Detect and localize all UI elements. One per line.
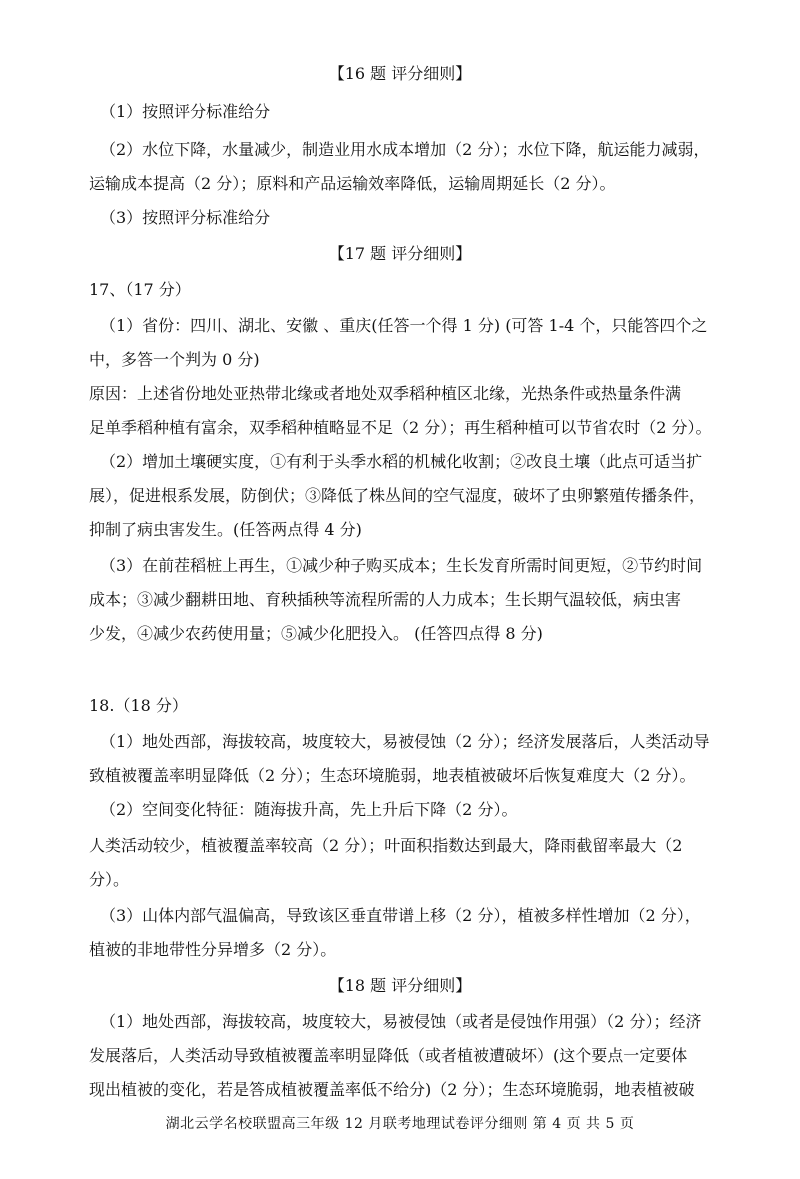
text-line: 发展落后，人类活动导致植被覆盖率明显降低（或者植被遭破坏）(这个要点一定要体	[89, 1046, 688, 1065]
text-line: 展），促进根系发展，防倒伏；③降低了株丛间的空气湿度，破坏了虫卵繁殖传播条件，	[89, 486, 706, 505]
section-heading-17: 【17 题 评分细则】	[328, 244, 472, 263]
text-line: （3）按照评分标准给分	[100, 208, 271, 227]
section-heading-16: 【16 题 评分细则】	[328, 64, 472, 83]
text-line: 现出植被的变化，若是答成植被覆盖率低不给分)（2 分）；生态环境脆弱，地表植被破	[89, 1080, 695, 1099]
text-line: 原因：上述省份地处亚热带北缘或者地处双季稻种植区北缘，光热条件或热量条件满	[89, 384, 682, 403]
text-line: 中，多答一个判为 0 分)	[89, 350, 260, 369]
text-line: （1）按照评分标准给分	[100, 102, 271, 121]
text-line: （3）在前茬稻桩上再生，①减少种子购买成本；生长发育所需时间更短，②节约时间	[100, 556, 703, 575]
text-line: 足单季稻种植有富余，双季稻种植略显不足（2 分）；再生稻种植可以节省农时（2 分）。	[89, 418, 712, 437]
text-line: （2）空间变化特征：随海拔升高，先上升后下降（2 分）。	[100, 800, 518, 819]
text-line: 抑制了病虫害发生。(任答两点得 4 分)	[89, 520, 362, 539]
question-number-17: 17、（17 分）	[89, 280, 191, 299]
text-line: （2）水位下降，水量减少，制造业用水成本增加（2 分）；水位下降，航运能力减弱，	[100, 140, 710, 159]
text-line: （1）地处西部，海拔较高，坡度较大，易被侵蚀（2 分）；经济发展落后，人类活动导	[100, 732, 710, 751]
text-line: （1）省份：四川、湖北、安徽 、重庆(任答一个得 1 分) (可答 1-4 个，只能答四个之	[100, 316, 708, 335]
text-line: （3）山体内部气温偏高，导致该区垂直带谱上移（2 分），植被多样性增加（2 分），	[100, 906, 701, 925]
question-number-18: 18.（18 分）	[89, 696, 188, 715]
text-line: （2）增加土壤硬实度，①有利于头季水稻的机械化收割；②改良土壤（此点可适当扩	[100, 452, 703, 471]
page-footer: 湖北云学名校联盟高三年级 12 月联考地理试卷评分细则 第 4 页 共 5 页	[165, 1116, 635, 1132]
text-line: 少发，④减少农药使用量；⑤减少化肥投入。 (任答四点得 8 分)	[89, 624, 543, 643]
text-line: 人类活动较少，植被覆盖率较高（2 分）；叶面积指数达到最大，降雨截留率最大（2	[89, 836, 683, 855]
text-line: 致植被覆盖率明显降低（2 分）；生态环境脆弱，地表植被破坏后恢复难度大（2 分）。	[89, 766, 696, 785]
text-line: （1）地处西部，海拔较高，坡度较大，易被侵蚀（或者是侵蚀作用强）（2 分）；经济	[100, 1012, 702, 1031]
text-line: 分）。	[89, 870, 130, 889]
text-line: 成本；③减少翻耕田地、育秧插秧等流程所需的人力成本；生长期气温较低，病虫害	[89, 590, 682, 609]
section-heading-18: 【18 题 评分细则】	[328, 976, 472, 995]
text-line: 植被的非地带性分异增多（2 分）。	[89, 940, 337, 959]
text-line: 运输成本提高（2 分）；原料和产品运输效率降低，运输周期延长（2 分）。	[89, 174, 616, 193]
